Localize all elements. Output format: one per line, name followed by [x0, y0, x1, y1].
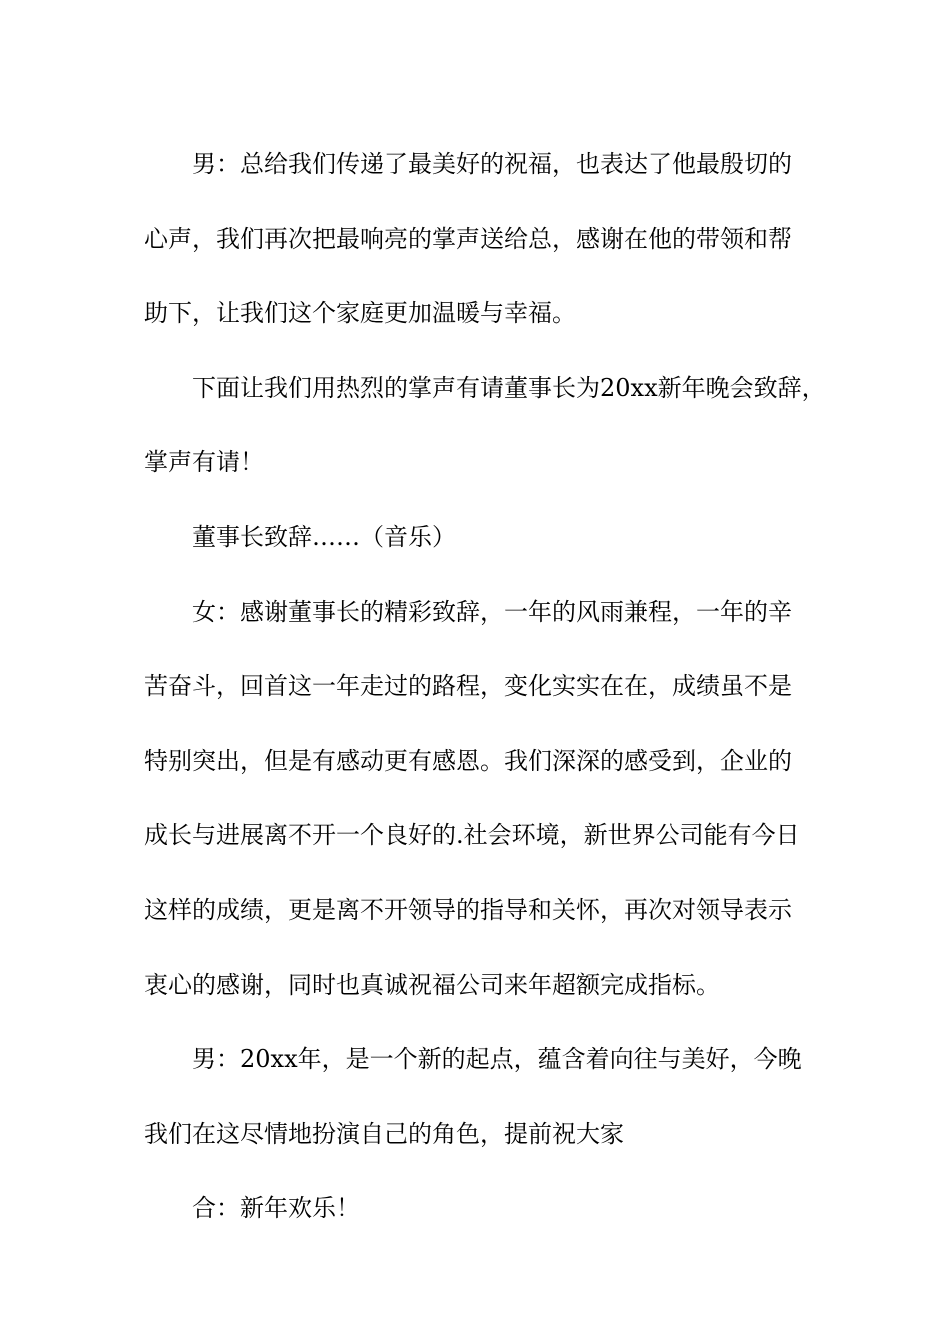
text-line: 特别突出，但是有感动更有感恩。我们深深的感受到，企业的: [144, 746, 792, 775]
text-line: 心声，我们再次把最响亮的掌声送给总，感谢在他的带领和帮: [144, 224, 792, 253]
document-body: [144, 127, 826, 1246]
text-line: 衷心的感谢，同时也真诚祝福公司来年超额完成指标。: [144, 970, 720, 999]
text-line: 男：20xx年，是一个新的起点，蕴含着向往与美好，今晚: [192, 1045, 802, 1074]
text-line: 董事长致辞……（音乐）: [192, 522, 456, 551]
text-line: 合：新年欢乐！: [192, 1194, 360, 1223]
text-line: 助下，让我们这个家庭更加温暖与幸福。: [144, 299, 576, 328]
text-line: 苦奋斗，回首这一年走过的路程，变化实实在在，成绩虽不是: [144, 672, 792, 701]
text-line: 成长与进展离不开一个良好的.社会环境，新世界公司能有今日: [144, 821, 800, 850]
text-line: 我们在这尽情地扮演自己的角色，提前祝大家: [144, 1119, 624, 1148]
text-line: 下面让我们用热烈的掌声有请董事长为20xx新年晚会致辞，: [192, 373, 826, 402]
text-line: 这样的成绩，更是离不开领导的指导和关怀，再次对领导表示: [144, 895, 792, 924]
text-line: 女：感谢董事长的精彩致辞，一年的风雨兼程，一年的辛: [192, 597, 792, 626]
text-line: 掌声有请！: [144, 448, 264, 477]
text-line: 男：总给我们传递了最美好的祝福，也表达了他最殷切的: [192, 150, 792, 178]
